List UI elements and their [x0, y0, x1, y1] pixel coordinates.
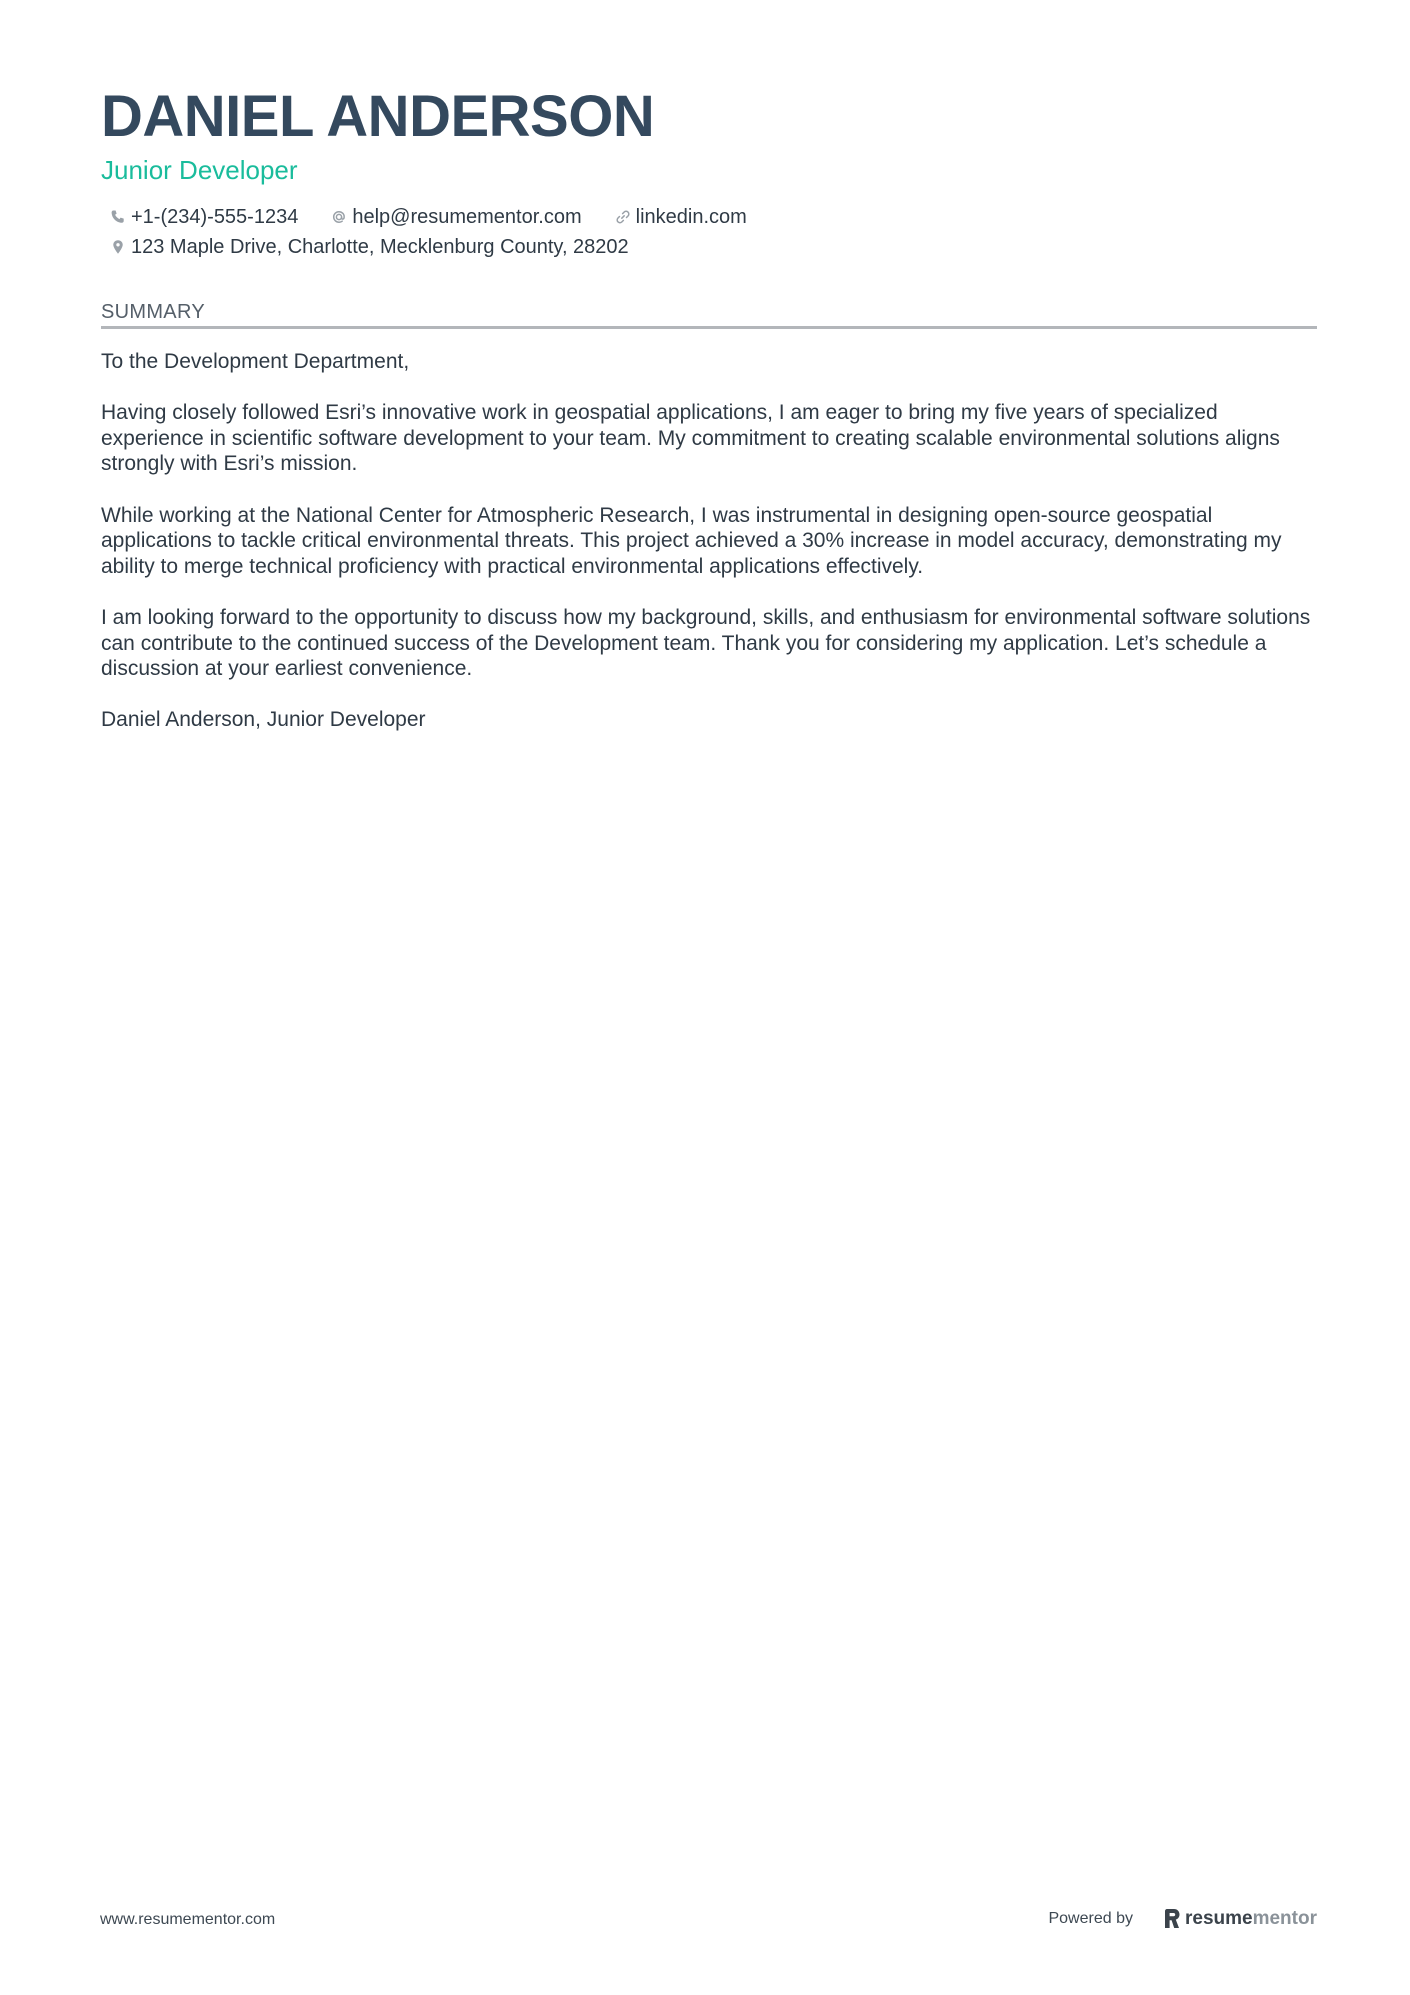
letter-paragraph: While working at the National Center for Atmospheric Research, I was instrumental in designing open-source geospatial applications to tackle critical environmental threats. This project achieved a 30% increase in model accuracy, demonstrating my ability to merge technical proficiency with practical environmental applications effectively. [101, 503, 1282, 578]
website-link[interactable]: linkedin.com [635, 206, 747, 228]
candidate-name: DANIEL ANDERSON [101, 84, 655, 149]
letter-paragraph: Having closely followed Esri’s innovative work in geospatial applications, I am eager to bring my five years of specialized experience in scientific software development to your team. My commitment to creating scalable environmental solutions aligns strongly with Esri’s mission. [101, 401, 1280, 476]
signature: Daniel Anderson, Junior Developer [101, 708, 426, 732]
address-contact [101, 232, 629, 262]
resumementor-logo-icon [1163, 1908, 1181, 1930]
phone-number: +1-(234)-555-1234 [131, 206, 299, 228]
letter-paragraph: I am looking forward to the opportunity to discuss how my background, skills, and enthusiasm for environmental software solutions can contribute to the continued success of the Development team. Thank you for considering my application. Let’s schedule a discussion at your earliest convenience. [101, 605, 1311, 681]
job-title: Junior Developer [101, 155, 298, 185]
footer-website[interactable]: www.resumementor.com [100, 1911, 276, 1928]
website-contact [606, 202, 747, 232]
brand-text-resume: resume [1184, 1908, 1253, 1929]
phone-icon [109, 208, 127, 226]
email-contact [322, 202, 581, 232]
email-address[interactable]: help@resumementor.com [352, 206, 582, 228]
resumementor-logo[interactable] [1163, 1908, 1317, 1930]
at-icon [330, 208, 348, 226]
phone-contact [101, 202, 298, 232]
summary-section [101, 299, 1317, 759]
section-divider [101, 326, 1317, 329]
street-address: 123 Maple Drive, Charlotte, Mecklenburg County, 28202 [131, 236, 629, 258]
section-title: SUMMARY [101, 301, 205, 323]
footer-branding [1048, 1905, 1317, 1933]
link-icon [614, 208, 632, 226]
cover-letter-body [101, 349, 1317, 733]
header [101, 82, 1317, 262]
salutation: To the Development Department, [101, 350, 410, 373]
brand-text-mentor: mentor [1252, 1908, 1317, 1929]
powered-by-label: Powered by [1048, 1910, 1133, 1927]
contact-info [101, 202, 1317, 262]
contact-row-1 [101, 202, 1317, 232]
contact-row-2 [101, 232, 1317, 262]
location-pin-icon [109, 238, 127, 256]
